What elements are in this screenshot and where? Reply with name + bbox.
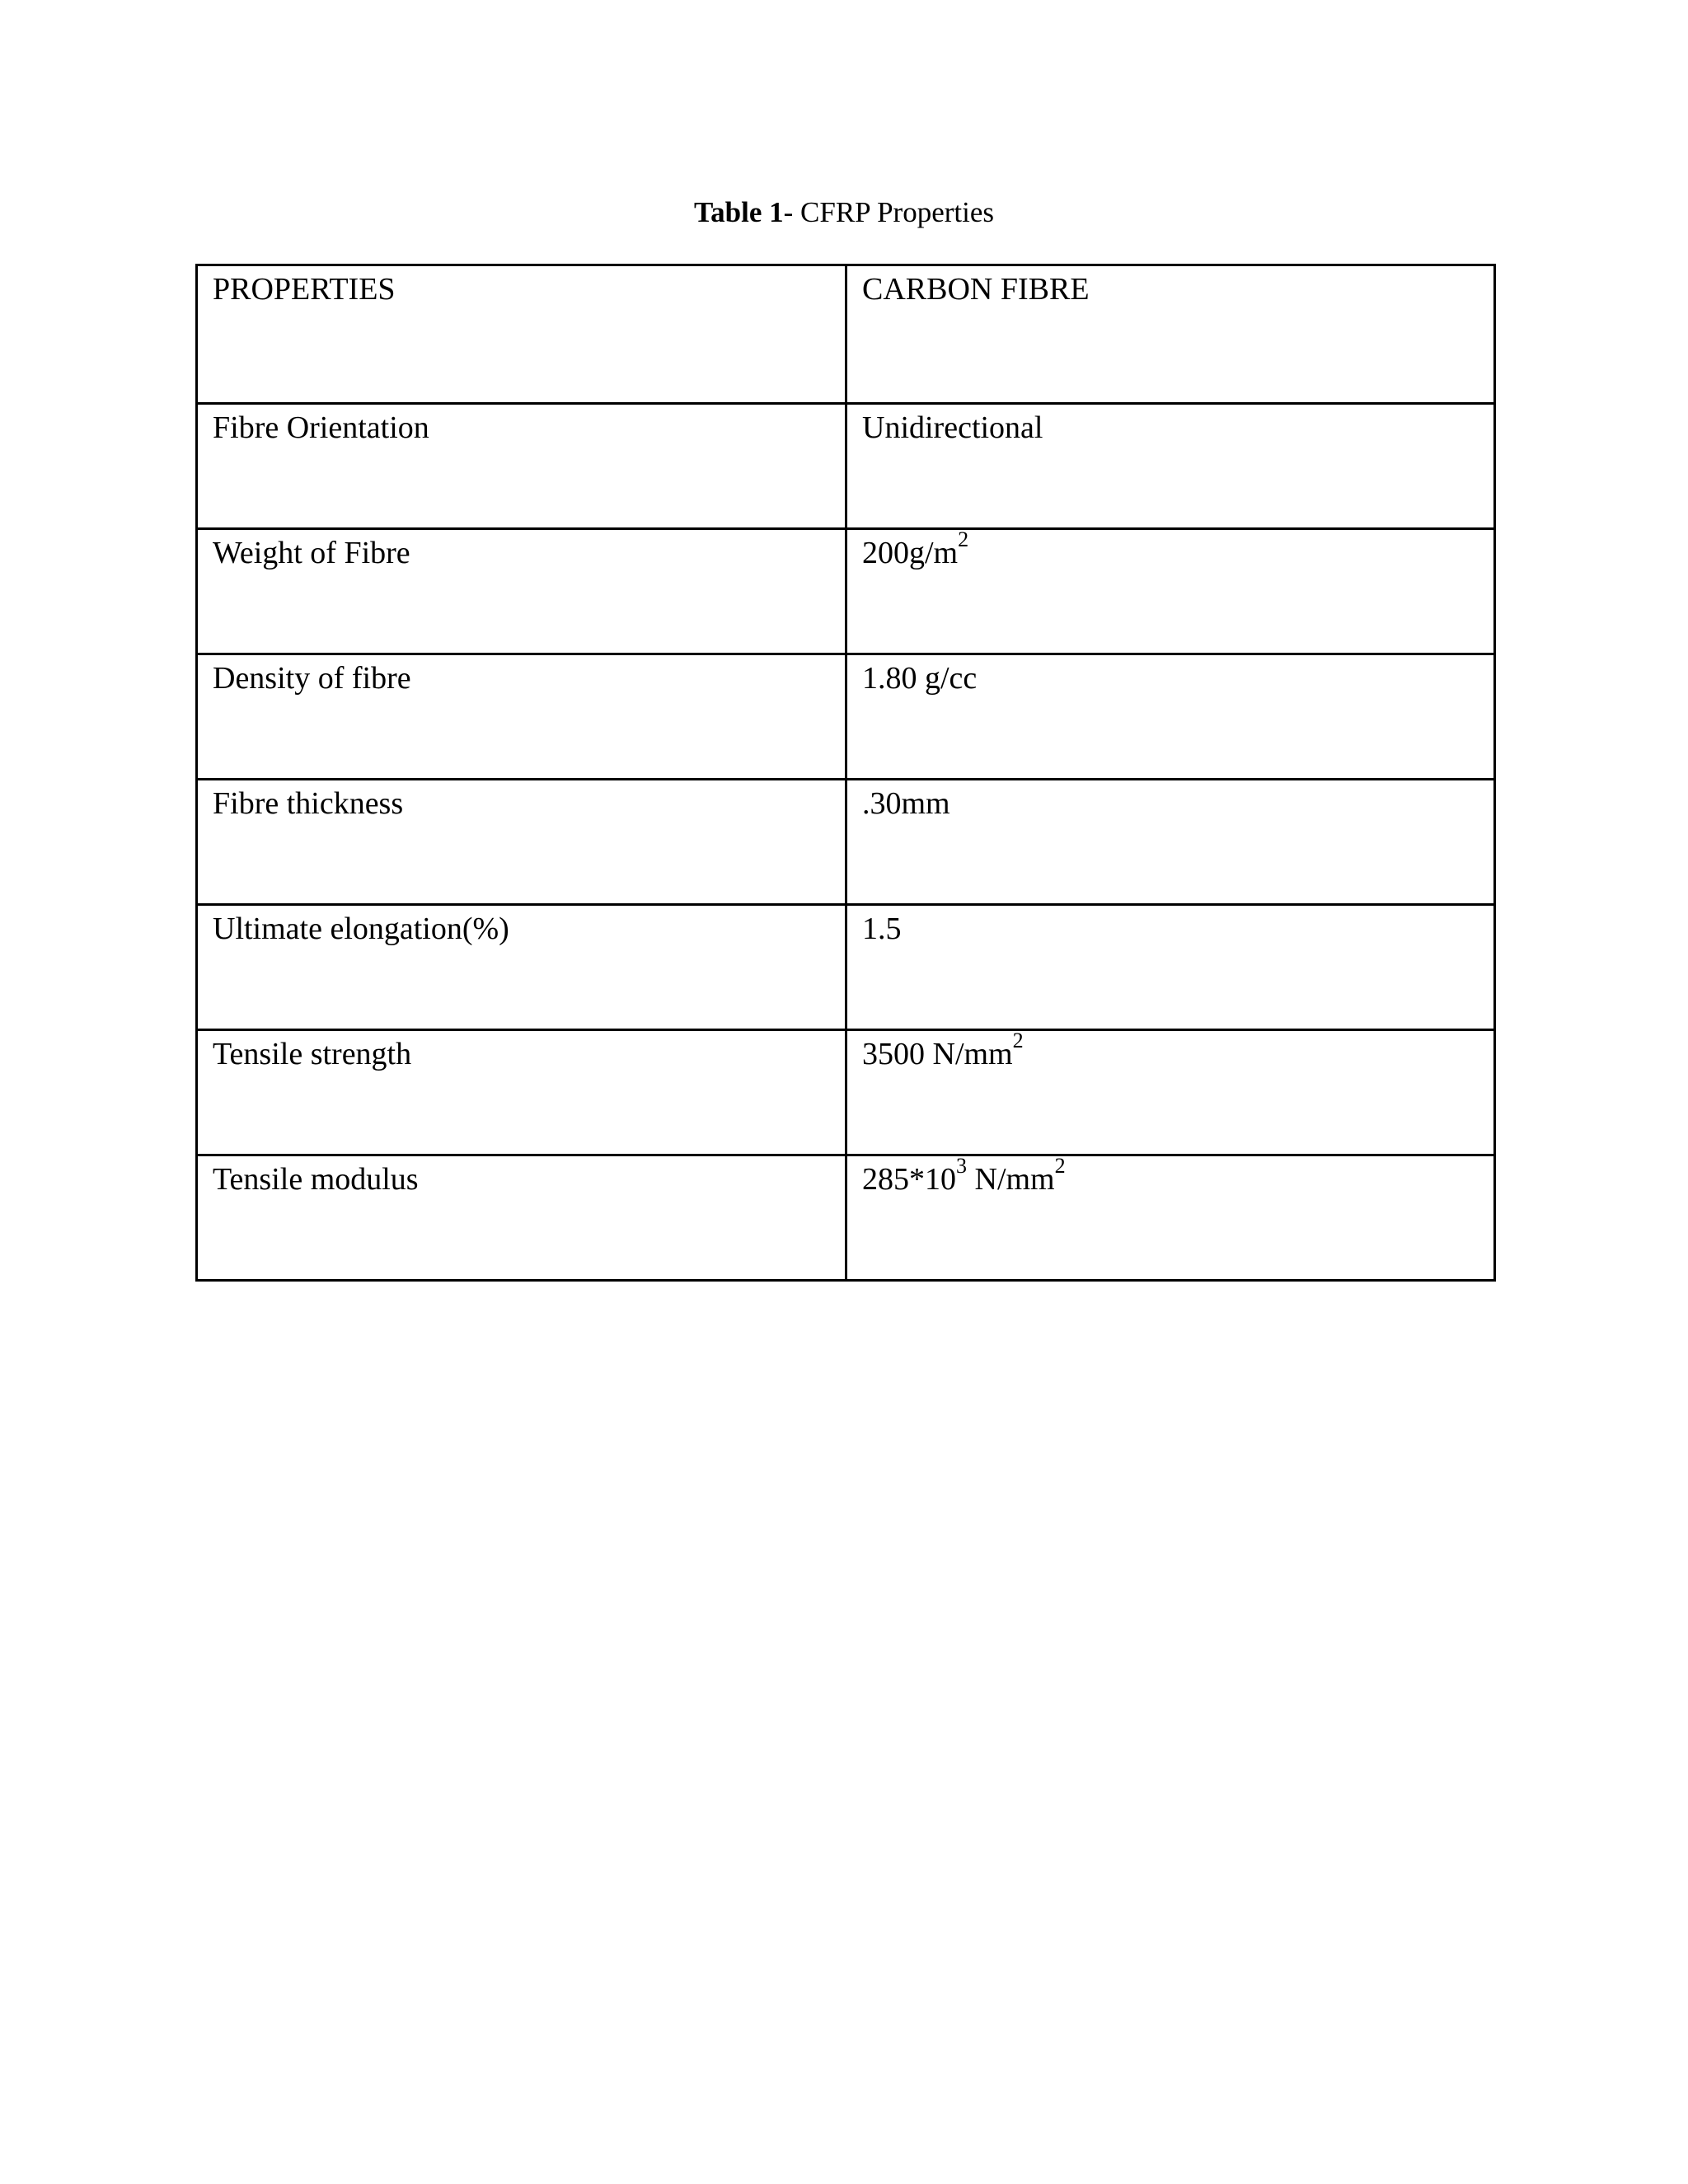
value-cell [846, 905, 1495, 1030]
value-text: 200g/m [862, 536, 959, 570]
value-text: Unidirectional [862, 410, 1043, 445]
table-row [197, 529, 1495, 654]
value-text: 285*10 [862, 1162, 956, 1197]
value-text: 1.80 g/cc [862, 661, 978, 696]
value-cell [846, 1030, 1495, 1155]
value-cell [846, 529, 1495, 654]
header-cell-carbon-fibre: CARBON FIBRE [846, 265, 1495, 404]
value-text: .30mm [862, 786, 950, 821]
table-row [197, 905, 1495, 1030]
table-row [197, 404, 1495, 529]
value-exponent: 3 [956, 1154, 967, 1179]
table-caption [0, 194, 1688, 231]
value-unit-text: N/mm [967, 1162, 1055, 1197]
property-cell: Fibre Orientation [197, 404, 846, 529]
table-row [197, 1155, 1495, 1281]
value-cell [846, 1155, 1495, 1281]
value-cell [846, 780, 1495, 905]
table-caption-text: - CFRP Properties [783, 196, 994, 228]
value-exponent: 2 [1012, 1029, 1024, 1053]
property-cell: Tensile modulus [197, 1155, 846, 1281]
properties-table-container [195, 264, 1496, 1282]
header-cell-properties: PROPERTIES [197, 265, 846, 404]
table-row [197, 654, 1495, 780]
value-text: 3500 N/mm [862, 1037, 1013, 1071]
table-row [197, 780, 1495, 905]
property-cell: Fibre thickness [197, 780, 846, 905]
value-unit-exponent: 2 [1054, 1154, 1066, 1179]
table-caption-label: Table 1 [694, 196, 784, 228]
table-row [197, 1030, 1495, 1155]
value-exponent: 2 [958, 527, 969, 552]
property-cell: Tensile strength [197, 1030, 846, 1155]
properties-table [195, 264, 1496, 1282]
value-cell [846, 654, 1495, 780]
property-cell: Weight of Fibre [197, 529, 846, 654]
property-cell: Ultimate elongation(%) [197, 905, 846, 1030]
value-text: 1.5 [862, 912, 902, 946]
table-header-row [197, 265, 1495, 404]
property-cell: Density of fibre [197, 654, 846, 780]
value-cell [846, 404, 1495, 529]
